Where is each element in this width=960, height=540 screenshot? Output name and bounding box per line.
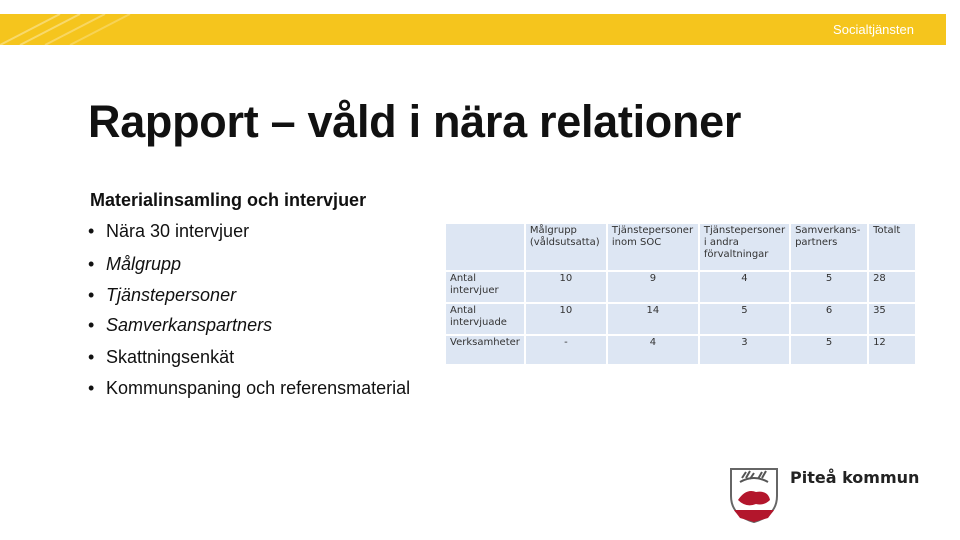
table-cell: 4 [700, 272, 789, 302]
bullet-text: Kommunspaning och referensmaterial [106, 378, 411, 398]
bullet-dot-icon: • [88, 347, 95, 367]
table-header-cell: Tjänstepersoner i andra förvaltningar [700, 224, 789, 270]
table-header-cell: Totalt [869, 224, 915, 270]
bullet-item [88, 285, 236, 306]
interview-table [444, 222, 917, 366]
table-cell: - [526, 336, 606, 364]
bullet-dot-icon: • [88, 254, 95, 274]
bullet-text: Målgrupp [106, 254, 182, 274]
header-banner [0, 14, 946, 45]
table-header-cell: Målgrupp (våldsutsatta) [526, 224, 606, 270]
table-cell: 6 [791, 304, 867, 334]
coat-of-arms-icon [728, 466, 780, 524]
table-cell: 35 [869, 304, 915, 334]
table-cell: 5 [700, 304, 789, 334]
bullet-item [88, 254, 181, 275]
table-cell: 12 [869, 336, 915, 364]
table-cell: 4 [608, 336, 698, 364]
table-row-label: Verksamheter [446, 336, 524, 364]
table-row [446, 272, 915, 302]
table-cell: 5 [791, 336, 867, 364]
bullet-item [88, 315, 272, 336]
page-title: Rapport – våld i nära relationer [88, 96, 742, 147]
table-cell: 14 [608, 304, 698, 334]
bullet-dot-icon: • [88, 285, 95, 305]
table-cell: 10 [526, 304, 606, 334]
bullet-text: Skattningsenkät [106, 347, 235, 367]
bullet-dot-icon: • [88, 378, 95, 398]
table-header-row [446, 224, 915, 270]
bullet-text: Samverkanspartners [106, 315, 273, 335]
table-row-label: Antal intervjuer [446, 272, 524, 302]
bullet-text: Nära 30 intervjuer [106, 221, 250, 241]
table-row-label: Antal intervjuade [446, 304, 524, 334]
banner-decoration [0, 14, 946, 45]
table-row [446, 304, 915, 334]
logo-name: Piteå kommun [790, 468, 920, 487]
department-label: Socialtjänsten [833, 22, 914, 37]
bullet-text: Tjänstepersoner [106, 285, 237, 305]
bullet-dot-icon: • [88, 315, 95, 335]
bullet-item [88, 347, 234, 368]
page-subtitle: Materialinsamling och intervjuer [90, 190, 367, 210]
table-cell: 3 [700, 336, 789, 364]
table-header-cell: Samverkans-partners [791, 224, 867, 270]
table-header-cell [446, 224, 524, 270]
table-row [446, 336, 915, 364]
bullet-item [88, 221, 249, 242]
table-cell: 5 [791, 272, 867, 302]
table-header-cell: Tjänstepersoner inom SOC [608, 224, 698, 270]
bullet-dot-icon: • [88, 221, 95, 241]
bullet-item [88, 378, 410, 399]
table-cell: 9 [608, 272, 698, 302]
table-cell: 10 [526, 272, 606, 302]
table-cell: 28 [869, 272, 915, 302]
